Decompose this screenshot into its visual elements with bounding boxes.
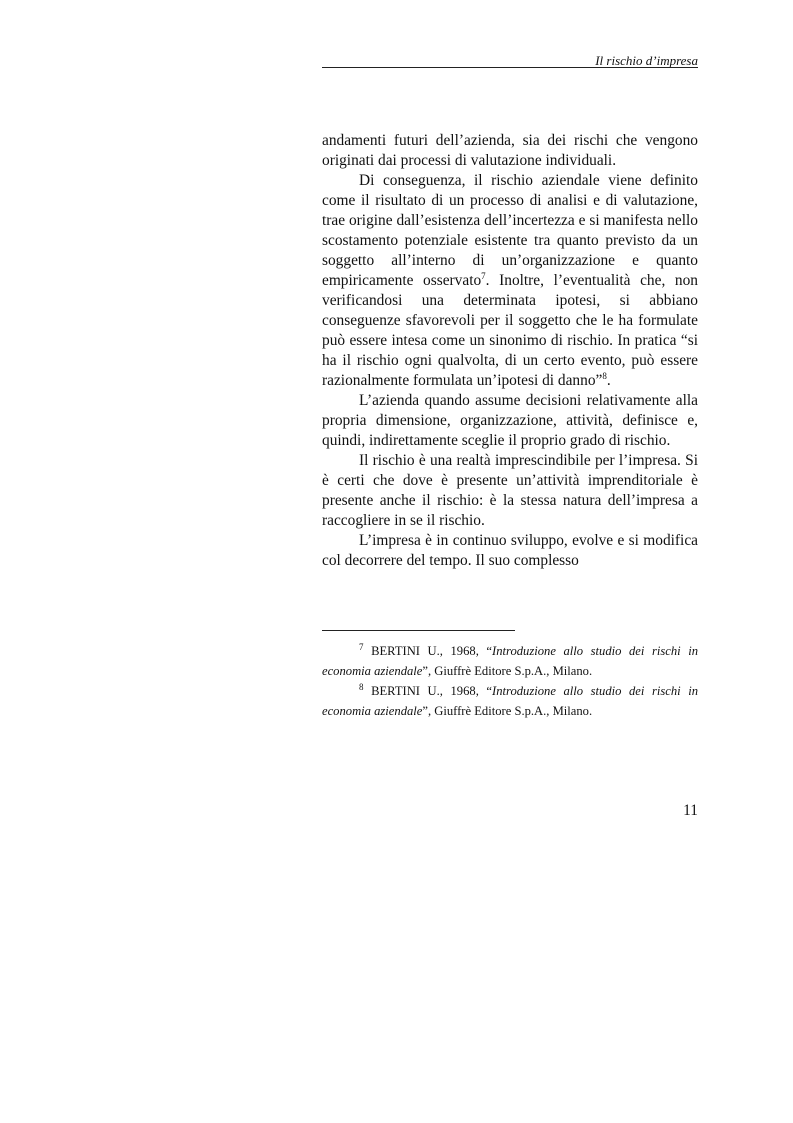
paragraph-2-text-b: . Inoltre, l’eventualità che, non verificandosi una determinata ipotesi, si abbiano conseguenze sfavorevoli per il soggetto che le ha formulate può essere intesa come un sinonimo di rischio. In pratica “si ha il rischio ogni qualvolta, di un certo evento, può essere razionalmente formulata un’ipotesi di danno”	[322, 272, 698, 389]
paragraph-3: L’azienda quando assume decisioni relativamente alla propria dimensione, organizzazione, attività, definisce e, quindi, indirettamente sceglie il proprio grado di rischio.	[322, 392, 698, 449]
footnote-ref-8: 8	[602, 370, 607, 381]
footnotes	[322, 641, 698, 721]
paragraph-2	[322, 171, 698, 391]
footnote-author: BERTINI U., 1968, “	[371, 684, 493, 698]
footnote-author: BERTINI U., 1968, “	[371, 644, 493, 658]
header-rule	[322, 67, 698, 68]
footnote-number: 8	[359, 681, 364, 692]
paragraph-5: L’impresa è in continuo sviluppo, evolve e si modifica col decorrere del tempo. Il suo complesso	[322, 532, 698, 569]
footnote-title: Introduzione allo studio dei rischi in economia aziendale	[322, 684, 698, 718]
paragraph-2-text-a: Di conseguenza, il rischio aziendale viene definito come il risultato di un processo di analisi e di valutazione, trae origine dall’esistenza dell’incertezza e si manifesta nello scostamento potenziale esistente tra quanto previsto da un soggetto all’interno di un’organizzazione e quanto empiricamente osservato	[322, 172, 698, 289]
footnote-title: Introduzione allo studio dei rischi in economia aziendale	[322, 644, 698, 678]
footnote-number: 7	[359, 641, 364, 652]
paragraph-4: Il rischio è una realtà imprescindibile per l’impresa. Si è certi che dove è presente un’attività imprenditoriale è presente anche il rischio: è la stessa natura dell’impresa a raccogliere in se il rischio.	[322, 452, 698, 529]
footnote-publisher: ”, Giuffrè Editore S.p.A., Milano.	[422, 704, 593, 718]
footnote-publisher: ”, Giuffrè Editore S.p.A., Milano.	[422, 664, 593, 678]
page-number: 11	[683, 802, 698, 819]
paragraph-2-text-c: .	[606, 372, 611, 389]
footnote-ref-7: 7	[481, 270, 486, 281]
body-text	[322, 131, 698, 571]
footnote-7	[322, 641, 698, 681]
running-header: Il rischio d’impresa	[595, 53, 698, 68]
paragraph-1: andamenti futuri dell’azienda, sia dei rischi che vengono originati dai processi di valutazione individuali.	[322, 132, 698, 169]
footnote-8	[322, 681, 698, 721]
footnote-separator	[322, 630, 515, 631]
